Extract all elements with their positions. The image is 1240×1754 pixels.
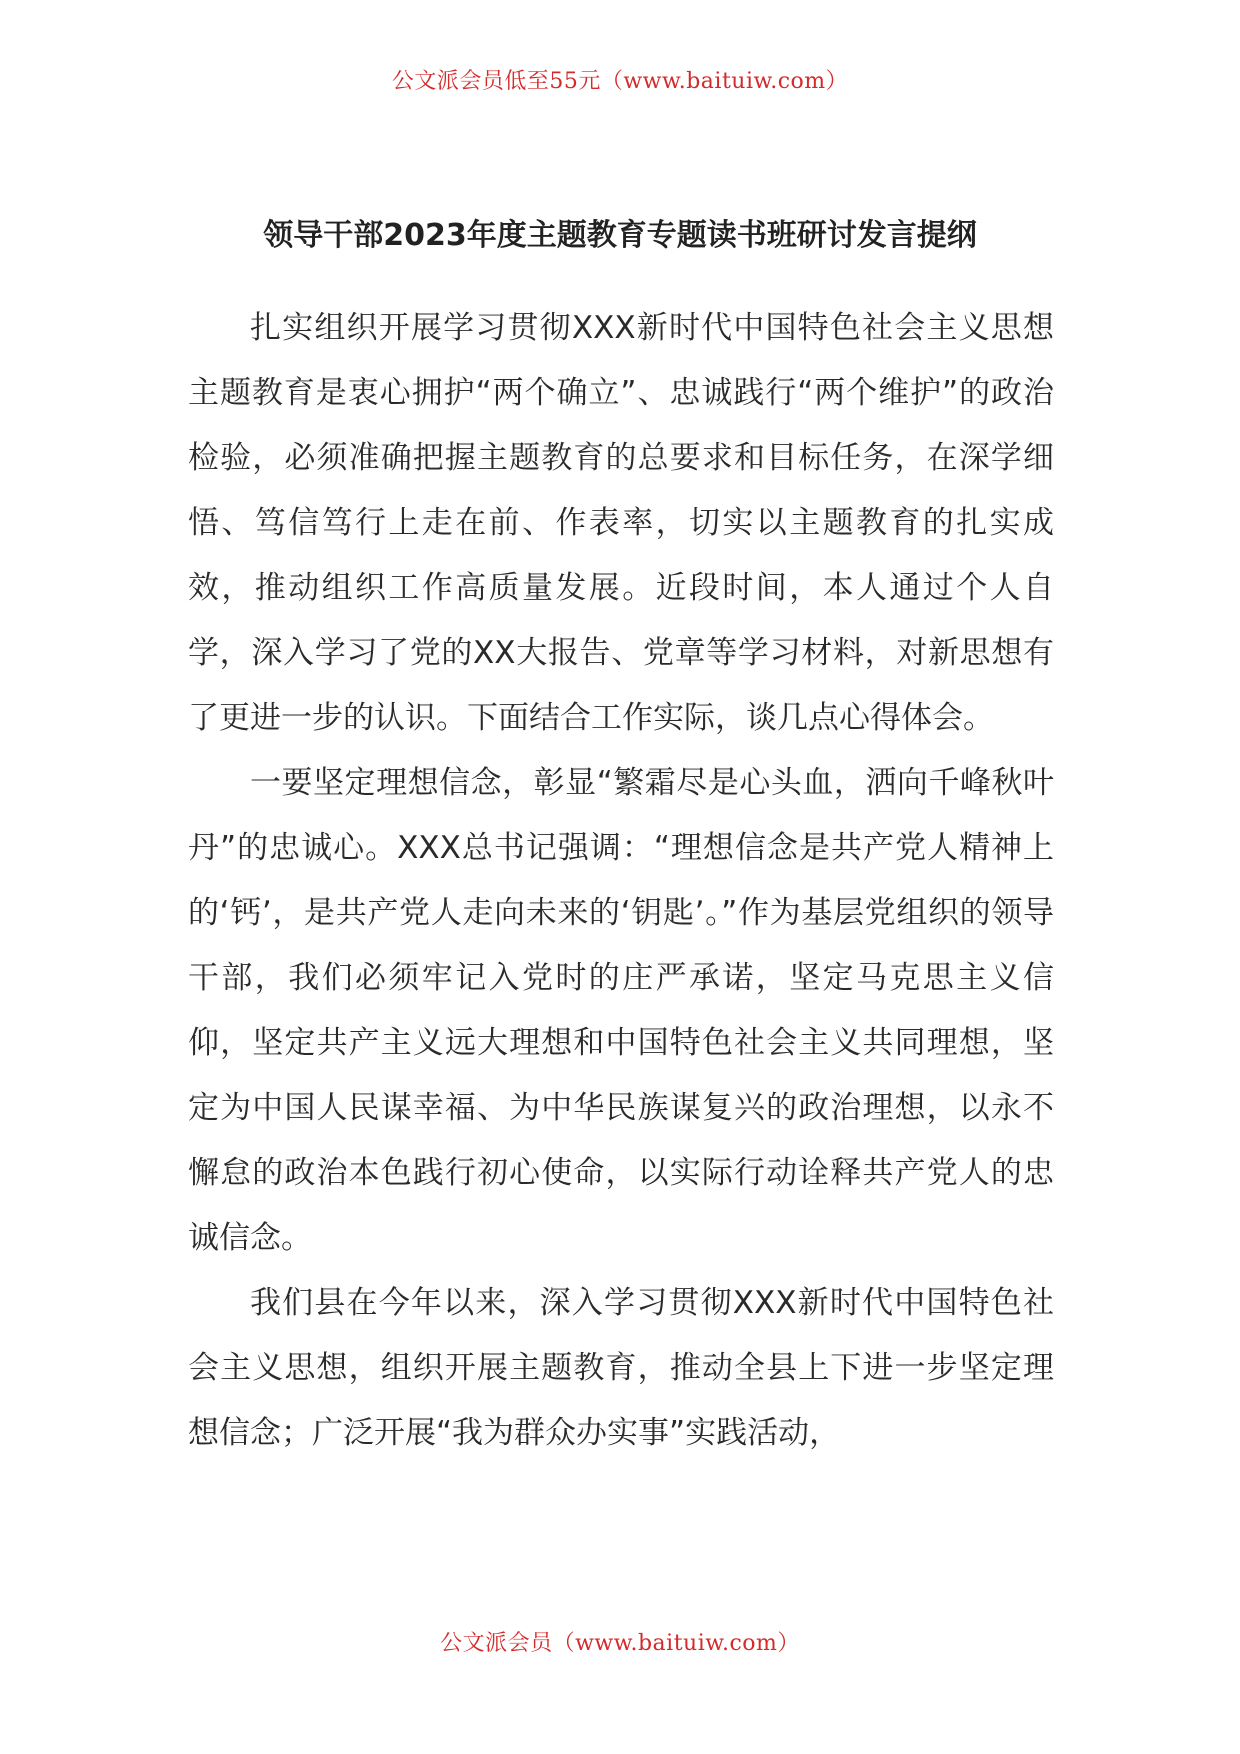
header-watermark-note: 公文派会员低至55元（www.baituiw.com） bbox=[391, 69, 849, 94]
body-paragraph-1: 扎实组织开展学习贯彻XXX新时代中国特色社会主义思想主题教育是衷心拥护“两个确立”、忠诚践行“两个维护”的政治检验，必须准确把握主题教育的总要求和目标任务，在深学细悟、笃信笃行上走在前、作表率，切实以主题教育的扎实成效，推动组织工作高质量发展。近段时间，本人通过个人自学，深入学习了党的XX大报告、党章等学习材料，对新思想有了更进一步的认识。下面结合工作实际，谈几点心得体会。 bbox=[188, 310, 1054, 736]
footer-watermark-note: 公文派会员（www.baituiw.com） bbox=[440, 1631, 800, 1656]
body-paragraph-3: 我们县在今年以来，深入学习贯彻XXX新时代中国特色社会主义思想，组织开展主题教育，推动全县上下进一步坚定理想信念；广泛开展“我为群众办实事”实践活动， bbox=[188, 1285, 1054, 1451]
body-paragraph-2: 一要坚定理想信念，彰显“繁霜尽是心头血，洒向千峰秋叶丹”的忠诚心。XXX总书记强调：“理想信念是共产党人精神上的‘钙’，是共产党人走向未来的‘钥匙’。”作为基层党组织的领导干部，我们必须牢记入党时的庄严承诺，坚定马克思主义信仰，坚定共产主义远大理想和中国特色社会主义共同理想，坚定为中国人民谋幸福、为中华民族谋复兴的政治理想，以永不懈怠的政治本色践行初心使命，以实际行动诠释共产党人的忠诚信念。 bbox=[188, 765, 1054, 1256]
document-body bbox=[188, 296, 1054, 1466]
document-title: 领导干部2023年度主题教育专题读书班研讨发言提纲 bbox=[263, 218, 977, 253]
